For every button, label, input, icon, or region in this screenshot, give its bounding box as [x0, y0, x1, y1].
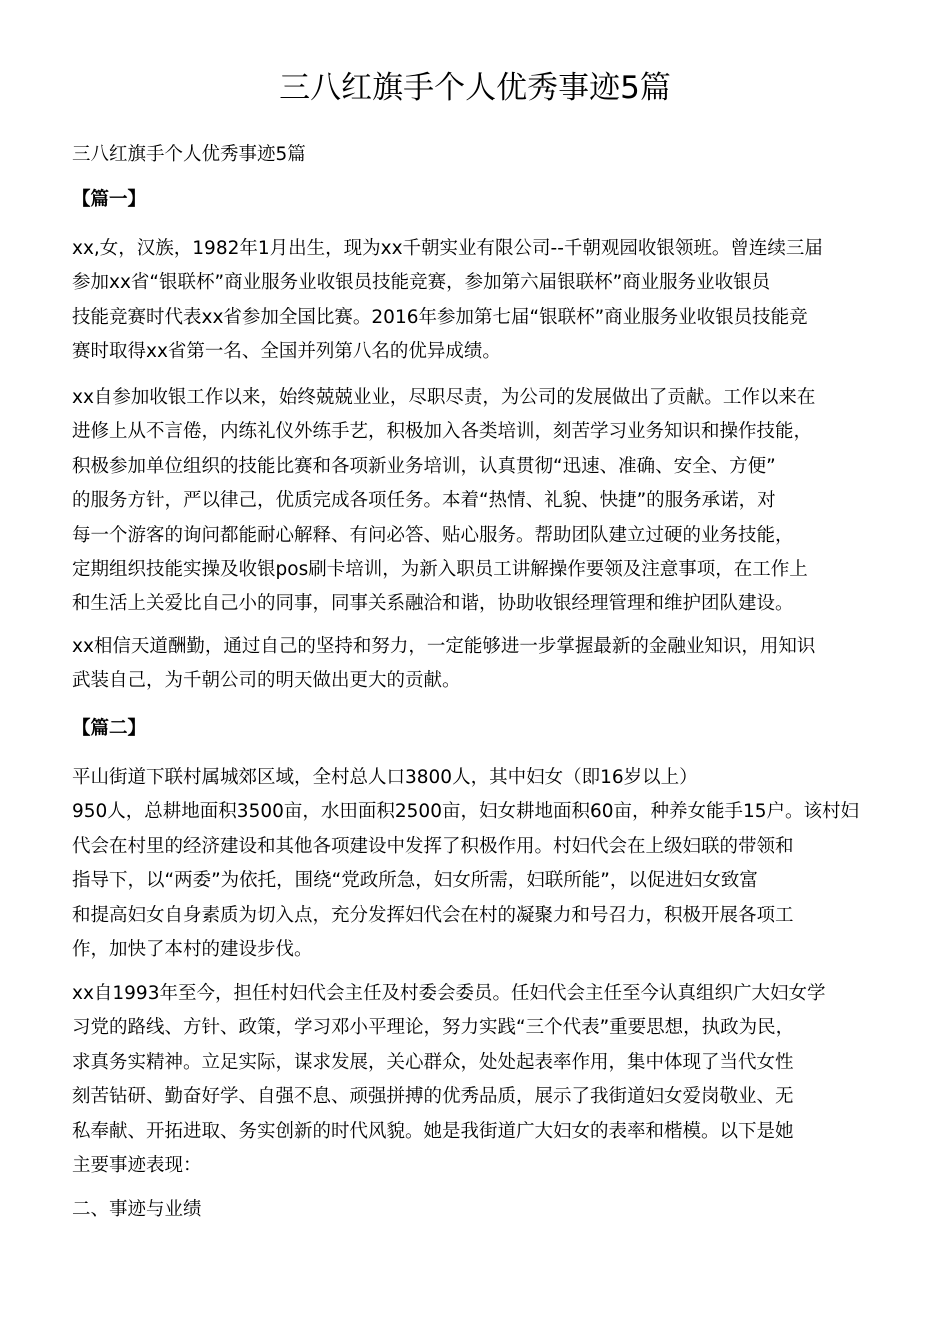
section2-paragraph-2	[72, 977, 880, 1183]
section1-paragraph-3	[72, 630, 880, 699]
paragraph-line: 私奉献、开拓进取、务实创新的时代风貌。她是我街道广大妇女的表率和楷模。以下是她	[72, 1120, 794, 1142]
paragraph-line: 主要事迹表现：	[72, 1155, 202, 1177]
subtitle-text: 三八红旗手个人优秀事迹5篇	[72, 144, 306, 165]
paragraph-line: 作，加快了本村的建设步伐。	[72, 939, 313, 961]
paragraph-line: 定期组织技能实操及收银pos刷卡培训，为新入职员工讲解操作要领及注意事项，在工作上	[72, 559, 808, 581]
paragraph-line: 积极参加单位组织的技能比赛和各项新业务培训，认真贯彻“迅速、准确、安全、方便”	[72, 455, 776, 477]
paragraph-line: xx相信天道酬勤，通过自己的坚持和努力，一定能够进一步掌握最新的金融业知识，用知识	[72, 636, 816, 657]
section-heading-2-text: 【篇二】	[72, 718, 147, 739]
paragraph-line: xx自参加收银工作以来，始终兢兢业业，尽职尽责，为公司的发展做出了贡献。工作以来在	[72, 387, 816, 408]
section-heading-2	[72, 712, 880, 746]
section1-paragraph-2	[72, 381, 880, 622]
paragraph-line: 平山街道下联村属城郊区域，全村总人口3800人，其中妇女（即16岁以上）	[72, 767, 698, 788]
section1-paragraph-1	[72, 232, 880, 370]
section-heading-1	[72, 183, 880, 217]
paragraph-line: 950人，总耕地面积3500亩，水田面积2500亩，妇女耕地面积60亩，种养女能手15户。该村妇	[72, 801, 860, 823]
paragraph-line: 的服务方针，严以律己，优质完成各项任务。本着“热情、礼貌、快捷”的服务承诺，对	[72, 490, 776, 512]
paragraph-line: 和生活上关爱比自己小的同事，同事关系融洽和谐，协助收银经理管理和维护团队建设。	[72, 593, 794, 615]
paragraph-line: 参加xx省“银联杯”商业服务业收银员技能竞赛，参加第六届银联杯”商业服务业收银员	[72, 272, 771, 294]
paragraph-line: xx自1993年至今，担任村妇代会主任及村委会委员。任妇代会主任至今认真组织广大妇女学	[72, 983, 826, 1004]
paragraph-line: 指导下，以“两委”为依托，围绕“党政所急，妇女所需，妇联所能”，以促进妇女致富	[72, 870, 758, 892]
paragraph-line: 每一个游客的询问都能耐心解释、有问必答、贴心服务。帮助团队建立过硬的业务技能，	[72, 524, 794, 546]
section2-subheading	[72, 1193, 880, 1227]
subheading-text: 二、事迹与业绩	[72, 1199, 202, 1220]
paragraph-line: 和提高妇女自身素质为切入点，充分发挥妇代会在村的凝聚力和号召力，积极开展各项工	[72, 904, 794, 926]
paragraph-line: 习党的路线、方针、政策，学习邓小平理论，努力实践“三个代表”重要思想，执政为民，	[72, 1017, 795, 1039]
paragraph-line: 进修上从不言倦，内练礼仪外练手艺，积极加入各类培训，刻苦学习业务知识和操作技能，	[72, 421, 813, 443]
section-heading-1-text: 【篇一】	[72, 189, 147, 210]
section2-paragraph-1	[72, 761, 880, 967]
paragraph-line: 赛时取得xx省第一名、全国并列第八名的优异成绩。	[72, 341, 501, 363]
paragraph-line: 求真务实精神。立足实际，谋求发展，关心群众，处处起表率作用，集中体现了当代女性	[72, 1051, 794, 1073]
paragraph-line: 代会在村里的经济建设和其他各项建设中发挥了积极作用。村妇代会在上级妇联的带领和	[72, 835, 794, 857]
paragraph-line: xx,女，汉族，1982年1月出生，现为xx千朝实业有限公司--千朝观园收银领班。曾连续三届	[72, 238, 823, 259]
document-subtitle	[72, 138, 880, 172]
paragraph-line: 刻苦钻研、勤奋好学、自强不息、顽强拼搏的优秀品质，展示了我街道妇女爱岗敬业、无	[72, 1086, 794, 1108]
paragraph-line: 武装自己，为千朝公司的明天做出更大的贡献。	[72, 670, 461, 692]
paragraph-line: 技能竞赛时代表xx省参加全国比赛。2016年参加第七届“银联杯”商业服务业收银员技能竞	[72, 306, 808, 328]
document-title: 三八红旗手个人优秀事迹5篇	[279, 70, 671, 106]
